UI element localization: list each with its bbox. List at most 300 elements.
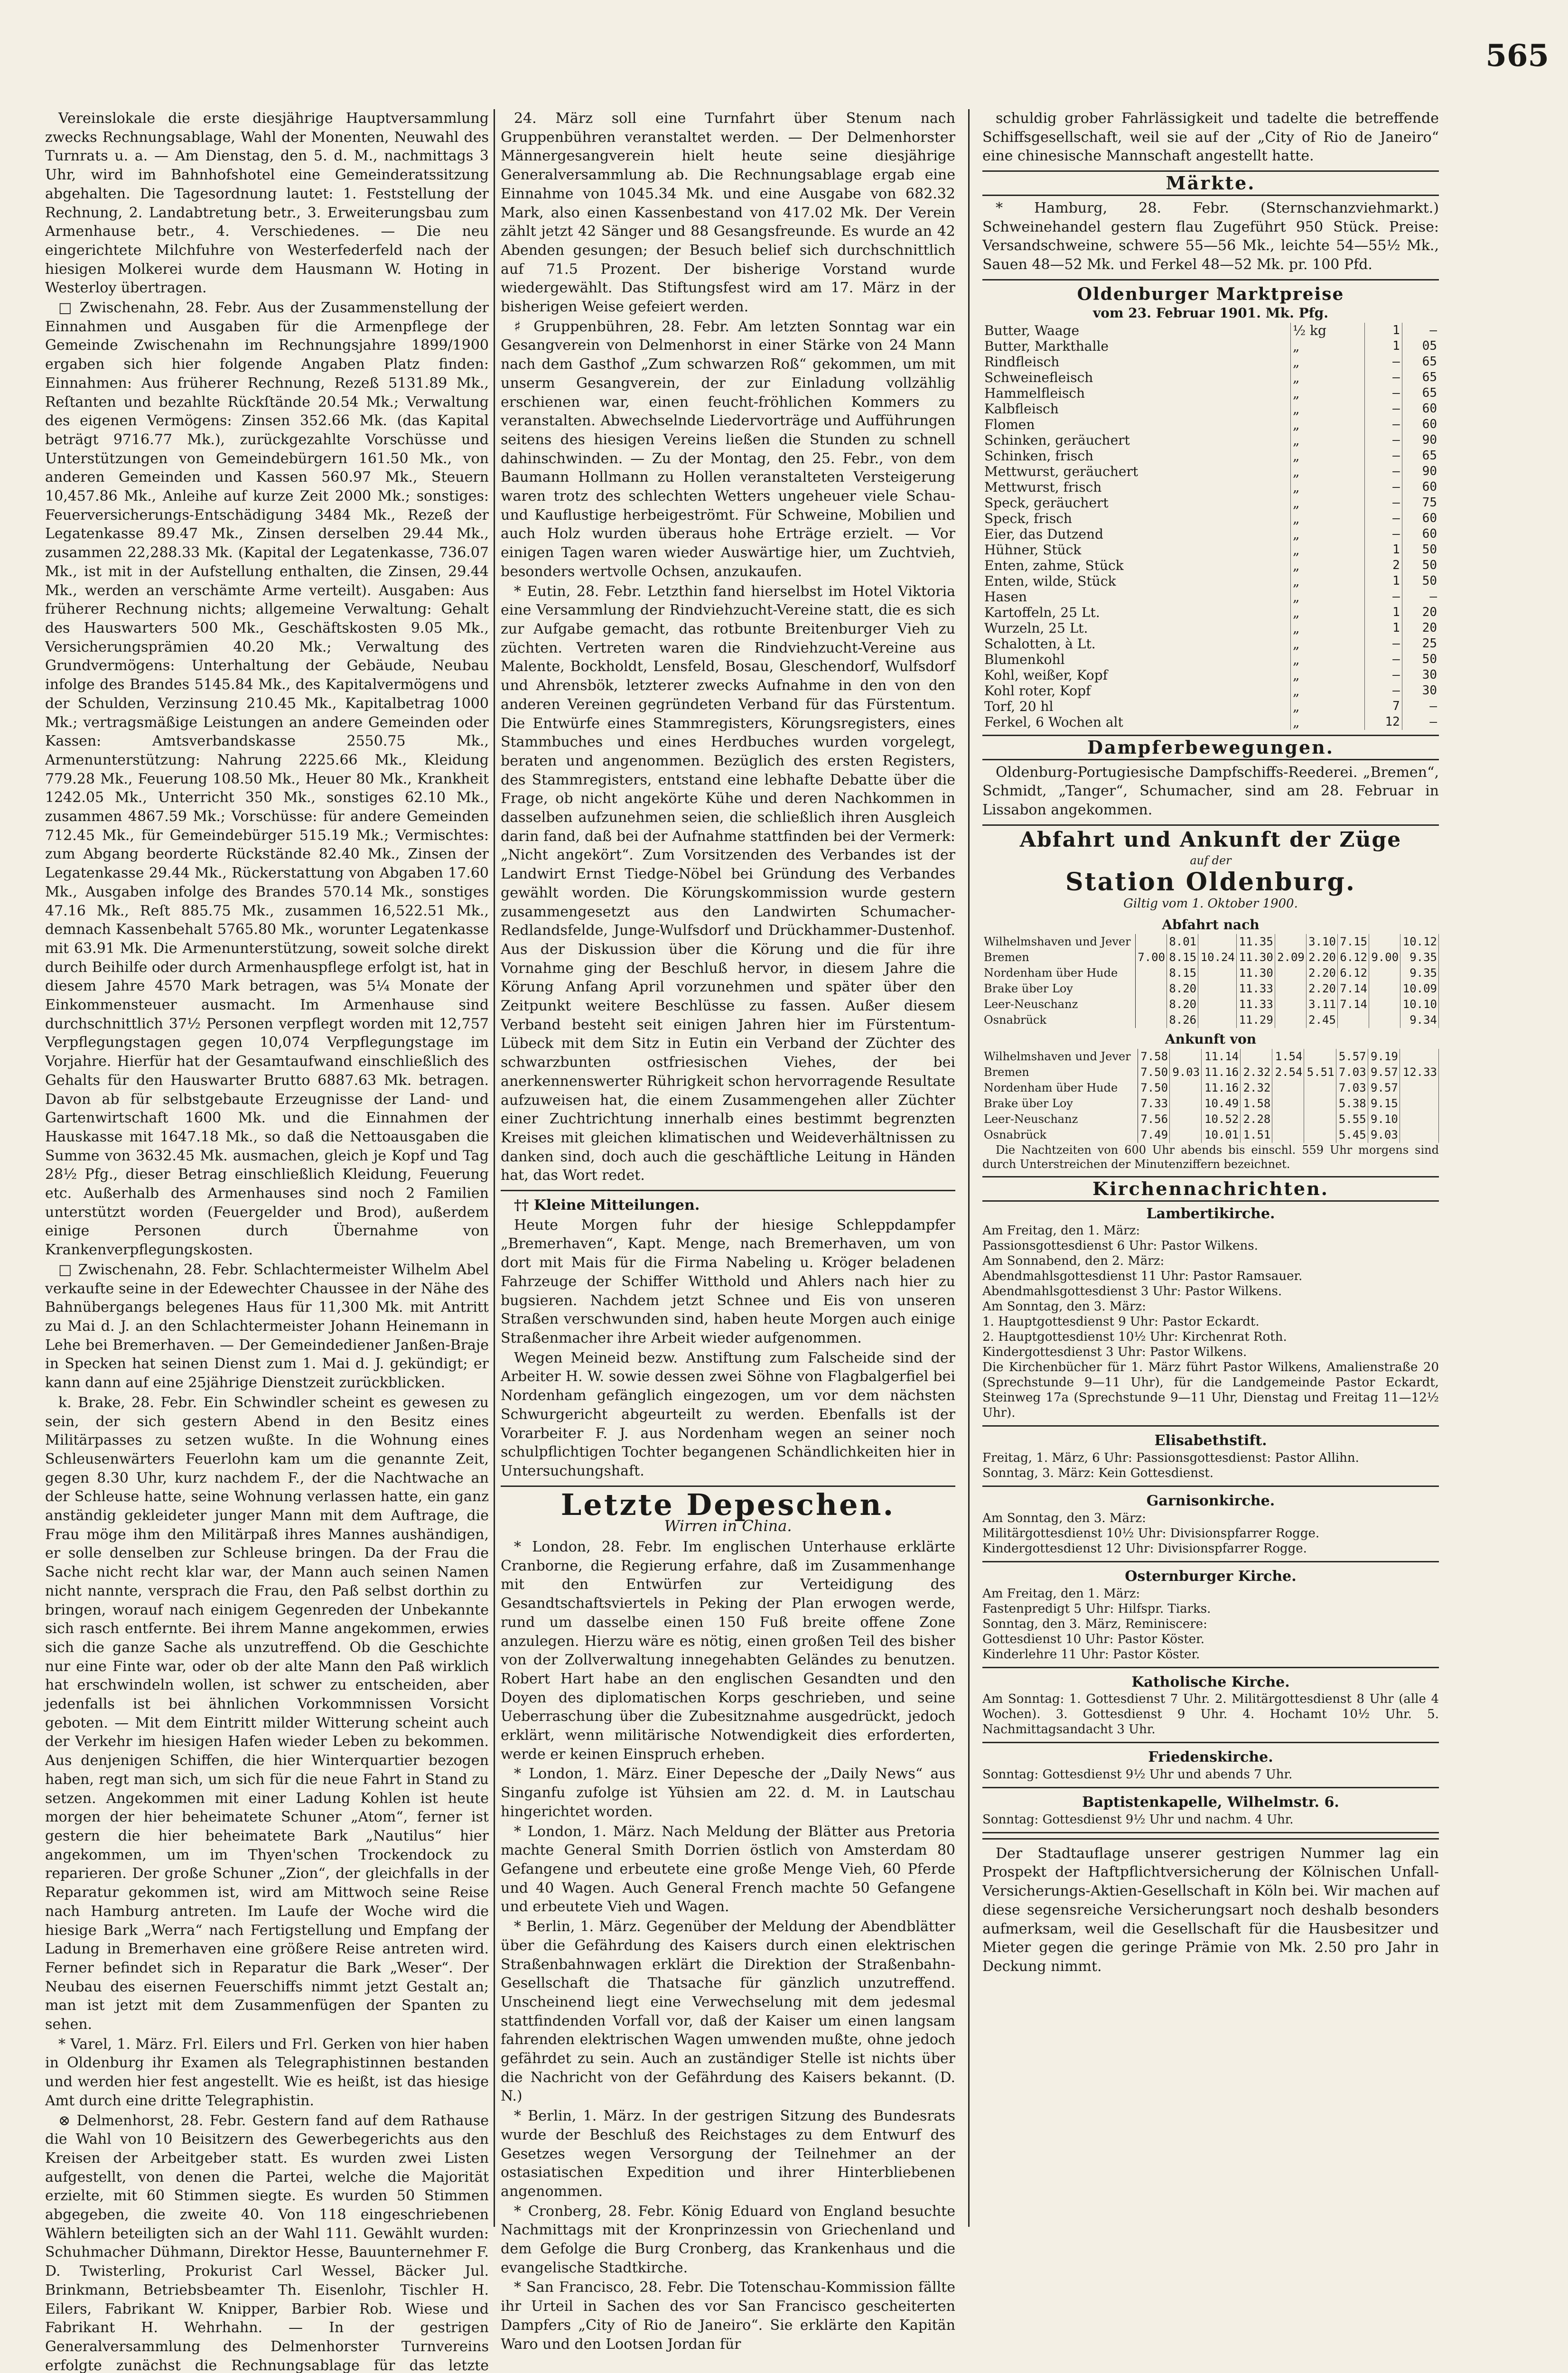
train-time — [1135, 997, 1167, 1012]
dispatch-paragraph: * London, 28. Febr. Im englischen Unterhause erklärte Cranborne, die Regierung erfahre, daß im Zusammenhange mit den Entwürfen zur Verteidigung des Gesandtschaftsviertels in Peking der Plan erwogen werde, rund um dasselbe einen 150 Fuß breite offene Zone anzulegen. Hierzu wäre es nötig, einen großen Teil des bisher von der Zollverwaltung innegehabten Geländes zu benutzen. Robert Hart habe an den englischen Gesandten und den Doyen des diplomatischen Korps geschrieben, und seine Ueberraschung über die Zubesitznahme ausgedrückt, jedoch erklärt, wenn militärische Notwendigkeit dies erforderten, werde er keinen Einspruch erheben. — [501, 1539, 955, 1763]
market-row — [982, 699, 1439, 714]
train-time: 6.12 — [1337, 950, 1369, 965]
market-cell: 7 — [1365, 699, 1402, 714]
market-cell: 20 — [1422, 621, 1437, 635]
train-time — [1198, 981, 1237, 997]
market-row — [982, 354, 1439, 370]
market-cell: 50 — [1422, 542, 1437, 557]
market-cell: Kohl roter, Kopf — [982, 683, 1290, 699]
market-cell: Enten, wilde, Stück — [982, 573, 1290, 589]
train-time — [1369, 934, 1400, 950]
train-time — [1275, 997, 1306, 1012]
market-cell: — — [1365, 401, 1402, 417]
zuege-note: Die Nachtzeiten von 600 Uhr abends bis einschl. 559 Uhr morgens sind durch Unterstreichen der Minutenziffern bezeichnet. — [982, 1143, 1439, 1171]
market-cell: — — [1365, 385, 1402, 401]
train-destination: Bremen — [982, 1065, 1138, 1080]
train-row — [982, 950, 1439, 965]
train-time — [1369, 965, 1400, 981]
train-time: 7.00 — [1135, 950, 1167, 965]
train-time: 9.57 — [1368, 1065, 1400, 1080]
market-cell: 75 — [1422, 495, 1437, 510]
train-time — [1198, 965, 1237, 981]
dispatch-paragraph: * Berlin, 1. März. Gegenüber der Meldung der Abendblätter über die Gefährdung des Kaisers durch einen elektrischen Straßenbahnwagen erklärt die Direktion der Straßenbahn-Gesellschaft die Thatsache für gänzlich unzutreffend. Unscheinend liegt eine Verwechselung mit dem jedesmal stattfindenden Vorfall vor, daß der Kaiser um einen langsam fahrenden elektrischen Wagen umwenden mußte, ohne jedoch gefährdet zu sein. Auch an zuständiger Stelle ist nichts über die Nachricht von der Gefährdung des Kaisers bekannt. (D. N.) — [501, 1918, 955, 2105]
article-paragraph: Heute Morgen fuhr der hiesige Schleppdampfer „Bremerhaven“, Kapt. Menge, nach Bremerhaven, um von dort mit Mais für die Firma Nabeling u. Kröger beladenen Fahrzeuge der Schiffer Witthold und Ahlers nach hier zu bugsieren. Nachdem jetzt Schnee und Eis von unseren Straßen verschwunden sind, haben heute Morgen auch einige Straßenmacher ihre Arbeit wieder aufgenommen. — [501, 1216, 955, 1346]
church-line: Gottesdienst 10 Uhr: Pastor Köster. — [982, 1632, 1205, 1646]
church-title: Baptistenkapelle, Wilhelmstr. 6. — [1082, 1794, 1339, 1811]
markt-subtitle: vom 23. Februar 1901. Mk. Pfg. — [1092, 305, 1328, 321]
train-time: 8.15 — [1167, 950, 1198, 965]
train-time: 11.16 — [1202, 1065, 1241, 1080]
market-row — [982, 464, 1439, 479]
market-cell: Rindfleisch — [982, 354, 1290, 370]
market-cell: „ — [1290, 479, 1364, 495]
market-cell: 65 — [1422, 355, 1437, 369]
train-time: 2.20 — [1306, 950, 1337, 965]
market-cell: 25 — [1422, 636, 1437, 651]
zuege-valid: Giltig vom 1. Oktober 1900. — [1123, 896, 1298, 911]
train-time — [1275, 934, 1306, 950]
train-time: 10.52 — [1202, 1112, 1241, 1127]
train-time: 9.34 — [1400, 1012, 1439, 1028]
market-cell: Torf, 20 hl — [982, 699, 1290, 714]
church-line: Am Sonntag, den 3. März: — [982, 1511, 1146, 1525]
divider — [982, 1425, 1439, 1427]
dispatch-paragraph: * Berlin, 1. März. In der gestrigen Sitzung des Bundesrats wurde der Beschluß des Reichstages zu dem Entwurf des Gesetzes wegen Versorgung der Teilnehmer an der ostasiatischen Expedition und ihrer Hinterbliebenen angenommen. — [501, 2108, 955, 2200]
abfahrt-label: Abfahrt nach — [1162, 916, 1260, 933]
train-time — [1304, 1112, 1336, 1127]
train-time: 11.30 — [1236, 950, 1275, 965]
market-cell: 1 — [1365, 323, 1402, 338]
market-cell: Kohl, weißer, Kopf — [982, 667, 1290, 683]
market-cell: — — [1365, 495, 1402, 511]
church-title: Katholische Kirche. — [1131, 1673, 1290, 1691]
train-time — [1135, 1012, 1167, 1028]
article-paragraph: * Varel, 1. März. Frl. Eilers und Frl. Gerken von hier haben in Oldenburg ihr Examen als Telegraphistinnen bestanden und werden hier fest angestellt. Wie es heißt, ist das hiesige Amt durch eine dritte Telegraphistin. — [45, 2036, 489, 2109]
train-time — [1369, 997, 1400, 1012]
column-2 — [501, 109, 955, 2353]
train-time — [1275, 965, 1306, 981]
divider — [982, 1832, 1439, 1833]
market-cell: 60 — [1422, 417, 1437, 432]
church-title: Friedenskirche. — [1148, 1749, 1273, 1766]
train-time: 9.03 — [1170, 1065, 1202, 1080]
dispatch-paragraph: * Cronberg, 28. Febr. König Eduard von England besuchte Nachmittags mit der Kronprinzessin von Griechenland und dem Gefolge die Burg Cronberg, das Krankenhaus und die evangelische Stadtkirche. — [501, 2203, 955, 2276]
market-cell: — — [1365, 667, 1402, 683]
market-row — [982, 511, 1439, 526]
market-cell: — — [1365, 526, 1402, 542]
market-cell: „ — [1290, 401, 1364, 417]
train-row — [982, 1012, 1439, 1028]
church-line: Abendmahlsgottesdienst 11 Uhr: Pastor Ramsauer. — [982, 1269, 1303, 1284]
market-cell: Butter, Markthalle — [982, 338, 1290, 354]
train-time: 11.14 — [1202, 1049, 1241, 1065]
market-cell: „ — [1290, 699, 1364, 714]
train-time — [1170, 1049, 1202, 1065]
train-time: 7.15 — [1337, 934, 1369, 950]
market-cell: 60 — [1422, 480, 1437, 495]
train-time: 11.35 — [1236, 934, 1275, 950]
train-time — [1272, 1127, 1304, 1143]
train-destination: Osnabrück — [982, 1012, 1135, 1028]
market-cell: „ — [1290, 652, 1364, 667]
train-time: 10.01 — [1202, 1127, 1241, 1143]
market-cell: Kalbfleisch — [982, 401, 1290, 417]
train-time: 7.49 — [1138, 1127, 1169, 1143]
church-line: Sonntag, den 3. März, Reminiscere: — [982, 1616, 1207, 1631]
market-row — [982, 573, 1439, 589]
train-time: 2.28 — [1241, 1112, 1272, 1127]
church-line: Freitag, 1. März, 6 Uhr: Passionsgottesdienst: Pastor Allihn. — [982, 1451, 1359, 1466]
train-time — [1304, 1049, 1336, 1065]
market-row — [982, 558, 1439, 573]
train-time — [1198, 997, 1237, 1012]
train-time: 9.10 — [1368, 1112, 1400, 1127]
train-time: 8.15 — [1167, 965, 1198, 981]
train-destination: Osnabrück — [982, 1127, 1138, 1143]
article-paragraph: ♯ Gruppenbühren, 28. Febr. Am letzten Sonntag war ein Gesangverein von Delmenhorst in einer Stärke von 24 Mann nach dem Gasthof „Zum schwarzen Roß“ gekommen, um mit unserm Gesangverein, der zur Einladung vollzählig erschienen war, einen feucht-fröhlichen Kommers zu veranstalten. Abwechselnde Liedervorträge und Aufführungen seitens des hiesigen Vereins ließen die Stunden zu schnell dahinschwinden. — Zu der Montag, den 25. Febr., von dem Baumann Hollmann zu Hollen veranstalteten Versteigerung waren trotz des schlechten Wetters ungeheuer viele Schau- und Kauflustige herbeigeströmt. Für Schweine, Mobilien und auch Holz wurden überaus hohe Erträge erzielt. — Vor einigen Tagen waren wieder Auswärtige hier, um Zuchtvieh, besonders wertvolle Ochsen, anzukaufen. — [501, 318, 955, 580]
train-destination: Bremen — [982, 950, 1135, 965]
train-time: 9.00 — [1369, 950, 1400, 965]
train-time: 8.20 — [1167, 981, 1198, 997]
market-cell: „ — [1290, 558, 1364, 573]
article-paragraph: * Eutin, 28. Febr. Letzthin fand hierselbst im Hotel Viktoria eine Versammlung der Rindviehzucht-Vereine statt, die es sich zur Aufgabe gemacht, das rotbunte Breitenburger Vieh zu züchten. Vertreten waren die Rindviehzucht-Vereine aus Malente, Bockholdt, Lensfeld, Bosau, Gleschendorf, Wulfsdorf und Ahrensbök, letzterer zwecks Aufnahme in den von den anderen Vereinen gegründeten Verband für das Fürstentum. Die Entwürfe eines Stammregisters, Körungsregisters, eines Stammbuches und eines Herdbuches wurden vorgelegt, beraten und angenommen. Bezüglich des ersten Registers, des Stammregisters, entstand eine lebhafte Debatte über die Frage, ob nicht angekörte Kühe und deren Nachkommen in dasselben aufzunehmen seien, die schließlich ihren Ausgleich darin fand, daß bei der Aufnahme stattfinden bei der Vermerk: „Nicht angekört“. Zum Vorsitzenden des Verbandes ist der Landwirt Ernst Tiedge-Nöbel bei Gründung des Verbandes gewählt worden. Die Körungskommission wurde gestern zusammengesetzt aus den Landwirten Schumacher-Redlandsfelde, Junge-Wulfsdorf und Drückhammer-Dustenhof. Aus der Diskussion über die Körung und die für ihre Vornahme ging der Beschluß hervor, in diesem Jahre die Körung Anfang April vorzunehmen und später über den Zeitpunkt weitere Beschlüsse zu fassen. Außer diesem Verband besteht seit einigen Jahren hier im Fürstentum-Lübeck mit dem Sitz in Eutin ein Verband der Züchter des schwarzbunten ostfriesischen Viehes, der bei anerkennenswerter Rührigkeit schon hervorragende Resultate aufzuweisen hat, die einem Zusammengehen aller Züchter einer Zuchtrichtung innerhalb eines bestimmt begrenzten Kreises mit gleichen klimatischen und Weideverhältnissen zu danken sind, doch auch die geschäftliche Leitung in Händen hat, das Wort redet. — [501, 583, 955, 1184]
divider — [982, 1742, 1439, 1743]
church-line: Sonntag: Gottesdienst 9½ Uhr und nachm. 4 Uhr. — [982, 1812, 1294, 1827]
train-time — [1275, 981, 1306, 997]
train-time: 3.10 — [1306, 934, 1337, 950]
divider — [982, 279, 1439, 280]
church-line: Sonntag: Gottesdienst 9½ Uhr und abends 7 Uhr. — [982, 1767, 1293, 1782]
market-cell: — — [1365, 479, 1402, 495]
zuege-station: Station Oldenburg. — [1065, 868, 1356, 897]
market-cell: 1 — [1365, 542, 1402, 558]
church-line: Kinderlehre 11 Uhr: Pastor Köster. — [982, 1647, 1200, 1662]
train-time: 2.45 — [1306, 1012, 1337, 1028]
market-cell: „ — [1290, 464, 1364, 479]
train-time: 11.33 — [1236, 981, 1275, 997]
divider — [982, 824, 1439, 826]
train-time — [1272, 1112, 1304, 1127]
train-time: 7.50 — [1138, 1065, 1169, 1080]
train-time: 2.32 — [1241, 1065, 1272, 1080]
church-line: Am Sonntag: 1. Gottesdienst 7 Uhr. 2. Militärgottesdienst 8 Uhr (alle 4 Wochen). 3. Gottesdienst 9 Uhr. 4. Hochamt 10½ Uhr. 5. Nachmittagsandacht 3 Uhr. — [982, 1692, 1439, 1737]
train-time: 10.24 — [1198, 950, 1237, 965]
train-time: 10.49 — [1202, 1096, 1241, 1112]
church-title: Osternburger Kirche. — [1125, 1568, 1297, 1585]
train-time — [1337, 1012, 1369, 1028]
church-title: Garnisonkirche. — [1146, 1493, 1275, 1510]
market-cell: — — [1365, 448, 1402, 464]
train-time: 11.16 — [1202, 1080, 1241, 1096]
market-cell: — — [1429, 699, 1437, 714]
market-cell: Speck, geräuchert — [982, 495, 1290, 511]
train-destination: Wilhelmshaven und Jever — [982, 934, 1135, 950]
article-paragraph: Der Stadtauflage unserer gestrigen Nummer lag ein Prospekt der Haftpflichtversicherung der Kölnischen Unfall-Versicherungs-Aktien-Gesellschaft in Köln bei. Wir machen auf diese segensreiche Versicherungsart noch deshalb besonders aufmerksam, weil die Gesellschaft für die Hausbesitzer und Mieter gegen die geringe Prämie von Mk. 2.50 pro Jahr in Deckung nimmt. — [982, 1845, 1439, 1975]
train-row — [982, 1049, 1439, 1065]
market-cell: 1 — [1365, 620, 1402, 636]
market-row — [982, 323, 1439, 338]
market-row — [982, 432, 1439, 448]
market-cell: 1 — [1365, 573, 1402, 589]
market-row — [982, 401, 1439, 417]
train-time: 9.35 — [1400, 950, 1439, 965]
article-paragraph: □ Zwischenahn, 28. Febr. Schlachtermeister Wilhelm Abel verkaufte seine in der Edewechter Chaussee in der Nähe des Bahnübergangs belegenes Haus für 11,300 Mk. mit Antritt zu Mai d. J. an den Schlachtermeister Johann Heinemann in Lehe bei Bremerhaven. — Der Gemeindediener Janßen-Braje in Specken hat seinen Dienst zum 1. Mai d. J. gekündigt; er kann dann auf eine 25jährige Dienstzeit zurückblicken. — [45, 1261, 489, 1392]
train-time — [1272, 1080, 1304, 1096]
market-cell: — — [1429, 715, 1437, 729]
train-time: 5.51 — [1304, 1065, 1336, 1080]
market-cell: „ — [1290, 589, 1364, 605]
train-time — [1304, 1127, 1336, 1143]
market-cell: „ — [1290, 385, 1364, 401]
market-cell: „ — [1290, 417, 1364, 432]
church-line: Passionsgottesdienst 6 Uhr: Pastor Wilkens. — [982, 1239, 1258, 1253]
ankunft-label: Ankunft von — [1165, 1031, 1257, 1047]
church-line: Am Sonntag, den 3. März: — [982, 1299, 1146, 1314]
church-line: Militärgottesdienst 10½ Uhr: Divisionspfarrer Rogge. — [982, 1526, 1320, 1541]
train-row — [982, 1112, 1439, 1127]
market-row — [982, 542, 1439, 558]
market-row — [982, 385, 1439, 401]
market-cell: „ — [1290, 573, 1364, 589]
market-cell: 1 — [1365, 338, 1402, 354]
market-cell: Schweinefleisch — [982, 370, 1290, 385]
train-time — [1135, 965, 1167, 981]
market-row — [982, 636, 1439, 652]
market-cell: 50 — [1422, 558, 1437, 573]
train-time: 5.55 — [1336, 1112, 1368, 1127]
market-row — [982, 495, 1439, 511]
market-cell: „ — [1290, 667, 1364, 683]
train-time — [1400, 1096, 1438, 1112]
train-time: 8.20 — [1167, 997, 1198, 1012]
market-cell: „ — [1290, 511, 1364, 526]
train-destination: Nordenham über Hude — [982, 965, 1135, 981]
market-cell: Schalotten, à Lt. — [982, 636, 1290, 652]
market-cell: 50 — [1422, 652, 1437, 667]
church-title: Elisabethstift. — [1154, 1432, 1267, 1449]
train-time: 7.58 — [1138, 1049, 1169, 1065]
market-cell: 30 — [1422, 683, 1437, 698]
kirchen-heading: Kirchennachrichten. — [982, 1176, 1439, 1202]
market-cell: Kartoffeln, 25 Lt. — [982, 605, 1290, 620]
market-cell: 60 — [1422, 511, 1437, 526]
market-cell: — — [1365, 683, 1402, 699]
train-row — [982, 981, 1439, 997]
market-cell: 50 — [1422, 574, 1437, 589]
train-time: 2.32 — [1241, 1080, 1272, 1096]
train-time: 1.51 — [1241, 1127, 1272, 1143]
train-time: 9.19 — [1368, 1049, 1400, 1065]
article-paragraph: 24. März soll eine Turnfahrt über Stenum nach Gruppenbühren veranstaltet werden. — Der Delmenhorster Männergesangverein hielt heute seine diesjährige Generalversammlung ab. Die Rechnungsablage ergab eine Einnahme von 1045.34 Mk. und eine Ausgabe von 682.32 Mark, also einen Kassenbestand von 417.02 Mk. Der Verein zählt jetzt 42 Sänger und 88 Gesangsfreunde. Es wurde an 42 Abenden gesungen; der Besuch belief sich durchschnittlich auf 71.5 Prozent. Der bisherige Vorstand wurde wiedergewählt. Das Stiftungsfest wird am 17. März in der bisherigen Weise gefeiert werden. — [501, 110, 955, 316]
market-cell: „ — [1290, 432, 1364, 448]
train-destination: Nordenham über Hude — [982, 1080, 1138, 1096]
market-cell: „ — [1290, 714, 1364, 730]
market-cell: Blumenkohl — [982, 652, 1290, 667]
column-3 — [982, 109, 1439, 2227]
train-time: 3.11 — [1306, 997, 1337, 1012]
dispatch-paragraph: * London, 1. März. Nach Meldung der Blätter aus Pretoria machte General Smith Dorrien östlich von Amsterdam 80 Gefangene und erbeutete eine große Menge Vieh, 60 Pferde und 40 Wagen. Auch General French machte 50 Gefangene und erbeutete Vieh und Wagen. — [501, 1823, 955, 1915]
market-cell: Flomen — [982, 417, 1290, 432]
divider — [982, 1838, 1439, 1840]
church-title: Lambertikirche. — [1146, 1205, 1275, 1222]
train-time — [1304, 1080, 1336, 1096]
market-cell: 2 — [1365, 558, 1402, 573]
article-paragraph: schuldig grober Fahrlässigkeit und tadelte die betreffende Schiffsgesellschaft, weil sie auf der „City of Rio de Janeiro“ eine chinesische Mannschaft angestellt hatte. — [982, 110, 1439, 165]
article-paragraph: Wegen Meineid bezw. Anstiftung zum Falscheide sind der Arbeiter H. W. sowie dessen zwei Söhne von Flagbalgerfiel bei Nordenham gefänglich eingezogen, um vor dem nächsten Schwurgericht abgeurteilt zu werden. Ebenfalls ist der Vorarbeiter F. J. aus Nordenham wegen an seiner noch schulpflichtigen Tochter begangenen Schändlichkeiten hier in Untersuchungshaft. — [501, 1349, 955, 1479]
train-time: 7.33 — [1138, 1096, 1169, 1112]
article-paragraph: ⊗ Delmenhorst, 28. Febr. Gestern fand auf dem Rathause die Wahl von 10 Beisitzern des Gewerbegerichts aus den Kreisen der Arbeitgeber statt. Es wurden zwei Listen aufgestellt, von denen die Partei, welche die Majorität erzielte, mit 60 Stimmen siegte. Es wurden 50 Stimmen abgegeben, die zweite 40. Von 118 eingeschriebenen Wählern beteiligten sich an der Wahl 111. Gewählt wurden: Schuhmacher Dühmann, Direktor Hesse, Bauunternehmer F. D. Twisterling, Prokurist Carl Wessel, Bäcker Jul. Brinkmann, Betriebsbeamter Th. Eisenlohr, Tischler H. Eilers, Fabrikant W. Knipper, Barbier Rob. Wiese und Fabrikant H. Wehrhahn. — In der gestrigen Generalversammlung des Delmenhorster Turnvereins erfolgte zunächst die Rechnungsablage für das letzte — [45, 2112, 489, 2373]
market-cell: — — [1365, 354, 1402, 370]
market-cell: 65 — [1422, 370, 1437, 385]
train-time: 7.14 — [1337, 981, 1369, 997]
market-row — [982, 479, 1439, 495]
divider — [982, 1787, 1439, 1788]
train-time — [1304, 1096, 1336, 1112]
train-time: 5.57 — [1336, 1049, 1368, 1065]
church-line: Sonntag, 3. März: Kein Gottesdienst. — [982, 1466, 1214, 1481]
market-cell: „ — [1290, 495, 1364, 511]
zuege-title: Abfahrt und Ankunft der Züge — [1019, 827, 1402, 852]
markt-title: Oldenburger Marktpreise — [1077, 284, 1344, 304]
church-line: Abendmahlsgottesdienst 3 Uhr: Pastor Wilkens. — [982, 1284, 1282, 1299]
train-time — [1400, 1049, 1438, 1065]
market-row — [982, 370, 1439, 385]
train-time — [1241, 1049, 1272, 1065]
dispatch-paragraph: * London, 1. März. Einer Depesche der „Daily News“ aus Singanfu zufolge ist Yühsien am 22. d. M. in Lautschau hingerichtet worden. — [501, 1766, 955, 1820]
market-cell: „ — [1290, 370, 1364, 385]
church-line: Fastenpredigt 5 Uhr: Hilfspr. Tiarks. — [982, 1601, 1211, 1616]
market-row — [982, 526, 1439, 542]
market-cell: 90 — [1422, 464, 1437, 479]
market-row — [982, 448, 1439, 464]
train-time — [1170, 1096, 1202, 1112]
market-cell: „ — [1290, 526, 1364, 542]
market-cell: 20 — [1422, 605, 1437, 620]
train-time: 7.03 — [1336, 1065, 1368, 1080]
train-time — [1272, 1096, 1304, 1112]
dampfer-heading: Dampferbewegungen. — [982, 735, 1439, 760]
market-row — [982, 589, 1439, 605]
train-time: 8.26 — [1167, 1012, 1198, 1028]
train-time: 2.09 — [1275, 950, 1306, 965]
train-row — [982, 934, 1439, 950]
church-notices — [982, 1205, 1439, 1833]
market-cell: Mettwurst, frisch — [982, 479, 1290, 495]
market-row — [982, 338, 1439, 354]
market-row — [982, 620, 1439, 636]
divider — [501, 1485, 955, 1487]
train-time — [1400, 1080, 1438, 1096]
market-cell: 65 — [1422, 448, 1437, 463]
train-destination: Leer-Neuschanz — [982, 997, 1135, 1012]
train-time: 6.12 — [1337, 965, 1369, 981]
train-time: 2.20 — [1306, 981, 1337, 997]
train-time — [1170, 1112, 1202, 1127]
market-cell: Eier, das Dutzend — [982, 526, 1290, 542]
market-row — [982, 652, 1439, 667]
train-time — [1170, 1080, 1202, 1096]
train-time: 1.58 — [1241, 1096, 1272, 1112]
market-cell: „ — [1290, 338, 1364, 354]
market-cell: 60 — [1422, 527, 1437, 542]
train-time — [1400, 1112, 1438, 1127]
market-cell: — — [1365, 464, 1402, 479]
market-row — [982, 667, 1439, 683]
market-cell: — — [1365, 589, 1402, 605]
market-cell: Enten, zahme, Stück — [982, 558, 1290, 573]
market-cell: Schinken, frisch — [982, 448, 1290, 464]
market-cell: „ — [1290, 683, 1364, 699]
market-cell: — — [1365, 417, 1402, 432]
train-time: 7.03 — [1336, 1080, 1368, 1096]
arrival-table — [982, 1049, 1439, 1143]
train-time — [1135, 981, 1167, 997]
divider — [982, 1561, 1439, 1562]
train-time — [1275, 1012, 1306, 1028]
market-cell: „ — [1290, 636, 1364, 652]
train-time: 9.57 — [1368, 1080, 1400, 1096]
market-cell: — — [1365, 432, 1402, 448]
train-time: 9.35 — [1400, 965, 1439, 981]
train-time: 11.30 — [1236, 965, 1275, 981]
church-line: Am Sonnabend, den 2. März: — [982, 1254, 1165, 1269]
market-cell: ½ kg — [1290, 323, 1364, 338]
market-cell: Hasen — [982, 589, 1290, 605]
train-time — [1198, 1012, 1237, 1028]
church-line: 2. Hauptgottesdienst 10½ Uhr: Kirchenrat Roth. — [982, 1330, 1287, 1345]
depeschen-title: Letzte Depeschen. — [560, 1487, 896, 1522]
market-cell: „ — [1290, 542, 1364, 558]
market-cell: Ferkel, 6 Wochen alt — [982, 714, 1290, 730]
train-time: 9.15 — [1368, 1096, 1400, 1112]
divider — [501, 1190, 955, 1191]
market-cell: Butter, Waage — [982, 323, 1290, 338]
article-paragraph: * Hamburg, 28. Febr. (Sternschanzviehmarkt.) Schweinehandel gestern flau Zugeführt 950 Stück. Preise: Versandschweine, schwere 55—56 Mk., leichte 54—55½ Mk., Sauen 48—52 Mk. und Ferkel 48—52 Mk. pr. 100 Pfd. — [982, 199, 1439, 273]
train-row — [982, 1080, 1439, 1096]
train-row — [982, 1065, 1439, 1080]
market-cell: 90 — [1422, 433, 1437, 448]
market-row — [982, 683, 1439, 699]
market-cell: 30 — [1422, 668, 1437, 682]
mitteilungen-heading: †† Kleine Mitteilungen. — [514, 1197, 700, 1214]
train-row — [982, 965, 1439, 981]
market-row — [982, 714, 1439, 730]
train-time: 1.54 — [1272, 1049, 1304, 1065]
market-cell: 05 — [1422, 339, 1437, 354]
dispatch-paragraph: * San Francisco, 28. Febr. Die Totenschau-Kommission fällte ihr Urteil in Sachen des vor San Francisco gescheiterten Dampfers „City of Rio de Janeiro“. Sie erklärte den Kapitän Waro und den Lootsen Jordan für — [501, 2279, 955, 2353]
train-row — [982, 997, 1439, 1012]
train-time: 2.54 — [1272, 1065, 1304, 1080]
train-destination: Brake über Loy — [982, 1096, 1138, 1112]
train-time — [1198, 934, 1237, 950]
train-time: 7.14 — [1337, 997, 1369, 1012]
church-line: Am Freitag, den 1. März: — [982, 1224, 1140, 1238]
church-line: 1. Hauptgottesdienst 9 Uhr: Pastor Eckardt. — [982, 1315, 1260, 1329]
market-cell: Hühner, Stück — [982, 542, 1290, 558]
market-cell: 1 — [1365, 605, 1402, 620]
market-row — [982, 417, 1439, 432]
train-time: 10.09 — [1400, 981, 1439, 997]
train-time: 12.33 — [1400, 1065, 1438, 1080]
market-cell: „ — [1290, 605, 1364, 620]
market-cell: — — [1365, 652, 1402, 667]
departure-table — [982, 934, 1439, 1028]
train-time: 10.10 — [1400, 997, 1439, 1012]
train-destination: Wilhelmshaven und Jever — [982, 1049, 1138, 1065]
train-time — [1369, 1012, 1400, 1028]
market-cell: Schinken, geräuchert — [982, 432, 1290, 448]
market-cell: 12 — [1365, 714, 1402, 730]
